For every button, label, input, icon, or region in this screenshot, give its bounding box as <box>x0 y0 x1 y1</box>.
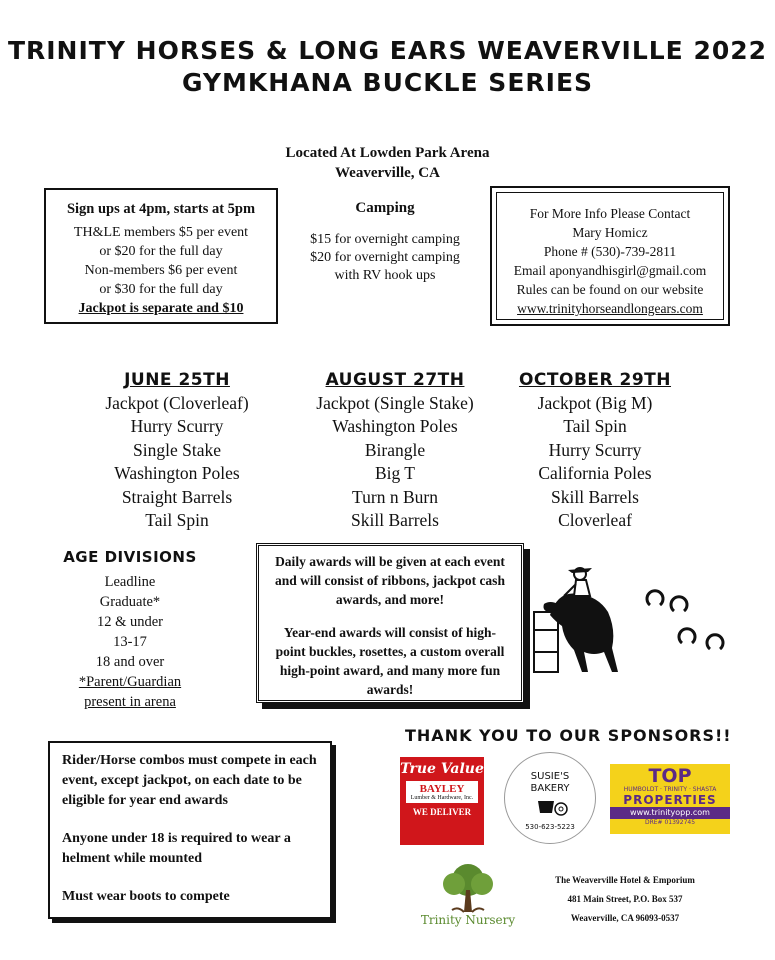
truevalue-deliver: WE DELIVER <box>412 807 472 817</box>
contact-line: Mary Homicz <box>572 225 648 240</box>
top-properties: PROPERTIES <box>623 793 717 807</box>
age-note: present in arena <box>84 694 176 710</box>
top-dre: DRE# 01392745 <box>644 819 696 826</box>
event-item: Jackpot (Big M) <box>537 393 653 413</box>
event-item: Jackpot (Single Stake) <box>316 393 474 413</box>
daily-awards-text: Daily awards will be given at each event and will consist of ribbons, jackpot cash awards, and more! <box>275 554 505 607</box>
location-line-2: Weaverville, CA <box>335 165 440 181</box>
age-divisions-heading: AGE DIVISIONS <box>63 548 197 566</box>
camping-heading: Camping <box>355 200 415 216</box>
age-item: 12 & under <box>96 614 164 630</box>
event-item: Turn n Burn <box>352 486 438 507</box>
truevalue-brand: True Value <box>400 761 484 777</box>
hotel-name: The Weaverville Hotel & Emporium <box>555 875 695 885</box>
contact-line: Email aponyandhisgirl@gmail.com <box>513 263 707 278</box>
horseshoes-icon <box>640 585 730 665</box>
event-item: Tail Spin <box>563 416 627 437</box>
event-item: Jackpot (Cloverleaf) <box>105 393 249 413</box>
date-column-august <box>290 368 500 532</box>
event-item: Washington Poles <box>114 463 240 484</box>
date-column-june <box>70 368 284 532</box>
contact-line: Phone # (530)-739-2811 <box>543 244 677 259</box>
age-item: Graduate* <box>99 594 161 610</box>
event-item: Washington Poles <box>332 416 458 437</box>
susies-name-1: SUSIE'S <box>530 771 570 782</box>
susies-phone: 530-623-5223 <box>525 823 575 831</box>
top-region: HUMBOLDT · TRINITY · SHASTA <box>623 786 717 793</box>
date-heading: OCTOBER 29TH <box>518 370 672 390</box>
title-line-2: GYMKHANA BUCKLE SERIES <box>181 68 594 97</box>
camping-section <box>290 200 480 285</box>
contact-line: For More Info Please Contact <box>529 206 691 221</box>
title-line-1: TRINITY HORSES & LONG EARS WEAVERVILLE 2022 <box>7 36 768 65</box>
sponsors-heading: THANK YOU TO OUR SPONSORS!! <box>405 726 732 745</box>
age-note: *Parent/Guardian <box>78 674 182 690</box>
contact-line: Rules can be found on our website <box>516 282 704 297</box>
event-item: Big T <box>374 463 416 484</box>
nursery-name-1: Trinity <box>420 913 462 927</box>
barrel-racer-icon <box>528 560 638 680</box>
signup-box <box>44 188 278 324</box>
hotel-address: 481 Main Street, P.O. Box 537 <box>567 894 683 904</box>
camping-line: $20 for overnight camping <box>310 250 460 265</box>
contact-website[interactable]: www.trinityhorseandlongears.com <box>517 301 703 316</box>
event-item: Straight Barrels <box>121 486 233 507</box>
age-divisions <box>56 548 204 712</box>
date-heading: JUNE 25TH <box>124 370 230 390</box>
event-item: Skill Barrels <box>551 486 639 507</box>
rules-text-1: Rider/Horse combos must compete in each event, except jackpot, on each date to be eligible for year end awards <box>62 753 317 808</box>
rules-text-3: Must wear boots to compete <box>62 889 230 904</box>
age-item: 13-17 <box>113 634 147 650</box>
signup-heading: Sign ups at 4pm, starts at 5pm <box>66 201 256 217</box>
nursery-name-2: Nursery <box>465 913 516 927</box>
tree-icon <box>428 862 508 914</box>
susies-bakery-logo <box>504 752 596 844</box>
event-item: California Poles <box>538 463 652 484</box>
date-column-october <box>500 368 690 532</box>
contact-box <box>490 186 730 326</box>
camping-line: with RV hook ups <box>334 268 436 283</box>
event-item: Hurry Scurry <box>548 439 642 460</box>
trinity-nursery-logo <box>412 862 524 942</box>
top-url: www.trinityopp.com <box>610 807 730 819</box>
age-item: Leadline <box>104 574 156 590</box>
susies-name-2: BAKERY <box>530 783 570 794</box>
bayley-name: BAYLEY <box>419 783 465 795</box>
event-item: Birangle <box>364 439 426 460</box>
bayley-sub: Lumber & Hardware, Inc. <box>410 795 474 801</box>
location-line-1: Located At Lowden Park Arena <box>285 145 490 161</box>
event-item: Skill Barrels <box>351 510 439 531</box>
weaverville-hotel-sponsor <box>540 874 710 925</box>
year-end-awards-text: Year-end awards will consist of high-point buckles, rosettes, a custom overall high-point award, and many more fun awards! <box>275 625 505 697</box>
event-item: Hurry Scurry <box>130 416 224 437</box>
signup-line: or $20 for the full day <box>99 244 223 259</box>
event-item: Single Stake <box>133 439 221 460</box>
top-title: TOP <box>648 765 692 787</box>
date-heading: AUGUST 27TH <box>325 370 465 390</box>
truevalue-logo <box>400 757 484 845</box>
signup-line: Non-members $6 per event <box>84 263 238 278</box>
coffee-cup-icon <box>530 797 570 819</box>
camping-line: $15 for overnight camping <box>310 232 460 247</box>
awards-box <box>256 543 524 703</box>
age-item: 18 and over <box>95 654 165 670</box>
event-item: Tail Spin <box>145 510 209 531</box>
event-item: Cloverleaf <box>558 510 632 531</box>
rules-box <box>48 741 332 919</box>
signup-jackpot: Jackpot is separate and $10 <box>78 301 244 316</box>
hotel-city: Weaverville, CA 96093-0537 <box>570 913 680 923</box>
signup-line: TH&LE members $5 per event <box>73 225 249 240</box>
rules-text-2: Anyone under 18 is required to wear a helment while mounted <box>62 831 291 866</box>
signup-line: or $30 for the full day <box>99 282 223 297</box>
top-properties-logo <box>610 764 730 834</box>
